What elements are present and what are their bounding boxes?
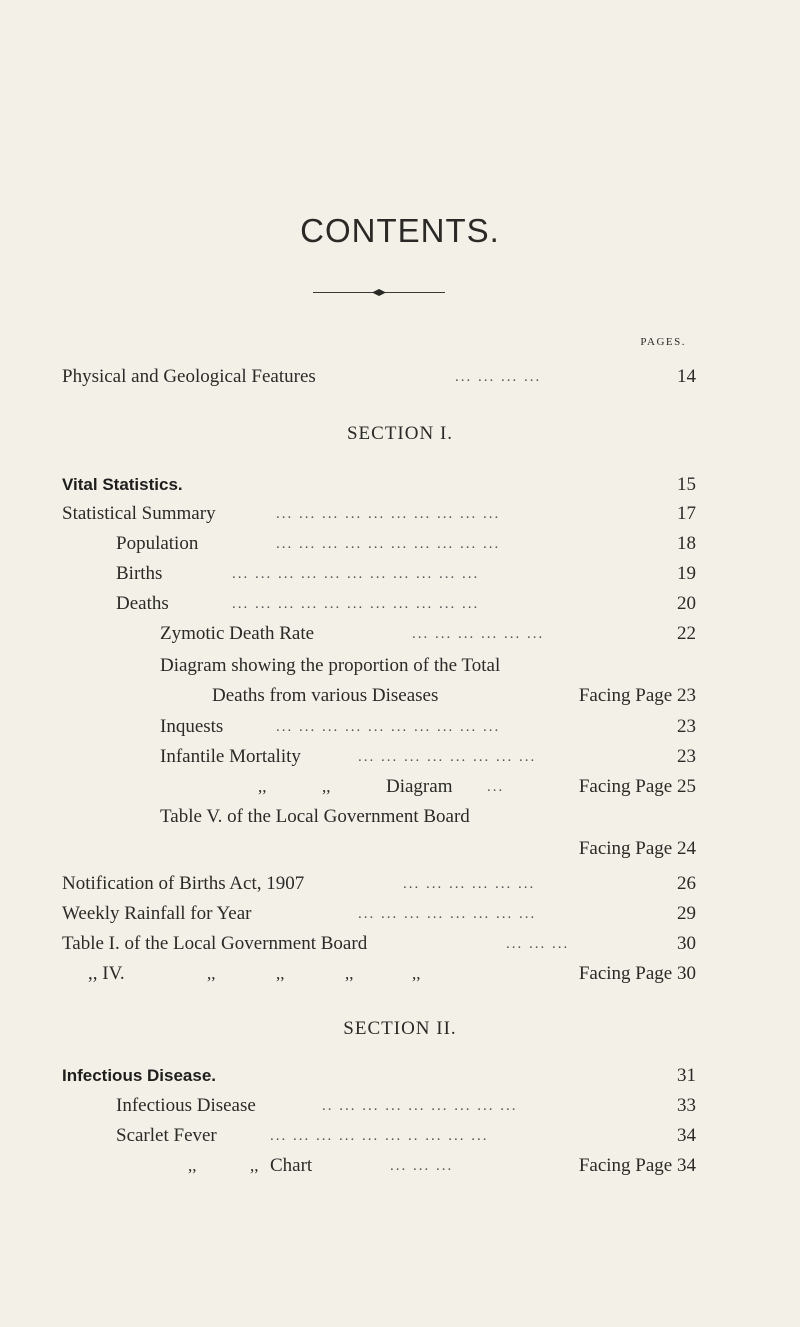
toc-entry-weekly-rainfall	[0, 899, 800, 929]
toc-entry-diagram-line-1	[0, 651, 800, 681]
toc-entry-page: 23	[677, 716, 696, 737]
leader-dots: ... ... ... ... ... ... ... ...	[358, 749, 537, 765]
toc-entry-label: Scarlet Fever	[116, 1125, 217, 1146]
toc-entry-facing-page: Facing Page 24	[578, 838, 696, 859]
toc-entry-label: Diagram	[386, 776, 453, 797]
toc-entry-label: Chart	[270, 1155, 313, 1176]
ditto-mark: ,,	[188, 1156, 197, 1175]
leader-dots: ... ... ... ... ... ...	[412, 626, 545, 642]
leader-dots: .. ... ... ... ... ... ... ... ...	[322, 1098, 518, 1114]
ditto-mark: ,,	[345, 964, 354, 983]
leader-dots: ... ... ... ... ... ...	[403, 876, 536, 892]
toc-entry-scarlet-fever-chart	[0, 1151, 800, 1181]
toc-entry-page: 33	[677, 1095, 696, 1116]
toc-entry-page: 14	[677, 366, 696, 387]
pages-column-label: PAGES.	[640, 336, 686, 348]
toc-entry-page: 15	[677, 474, 696, 495]
leader-dots: ... ... ... ... ... ... ... ... ... ...	[276, 536, 501, 552]
leader-dots: ... ... ... ...	[455, 369, 542, 385]
toc-entry-population	[0, 529, 800, 559]
toc-entry-label: Table I. of the Local Government Board	[62, 933, 368, 954]
toc-entry-table-i	[0, 929, 800, 959]
section-heading-1: SECTION I.	[346, 423, 454, 444]
toc-entry-inquests	[0, 712, 800, 742]
ditto-mark: ,,	[207, 964, 216, 983]
toc-entry-diagram-line-2	[0, 681, 800, 711]
toc-entry-page: 29	[677, 903, 696, 924]
toc-entry-label: Infectious Disease	[116, 1095, 256, 1116]
toc-entry-page: 31	[677, 1065, 696, 1086]
toc-entry-label: Vital Statistics.	[62, 475, 183, 494]
toc-entry-page: 23	[677, 746, 696, 767]
toc-entry-label: Weekly Rainfall for Year	[62, 903, 252, 924]
toc-entry-infectious-disease-heading	[0, 1061, 800, 1091]
toc-entry-page: 22	[677, 623, 696, 644]
rule-ornament-icon	[372, 289, 386, 296]
toc-entry-facing-page: Facing Page 23	[578, 685, 696, 706]
toc-entry-page: 34	[677, 1125, 696, 1146]
toc-entry-label: Table V. of the Local Government Board	[160, 806, 470, 827]
toc-entry-deaths	[0, 589, 800, 619]
toc-entry-facing-page: Facing Page 25	[578, 776, 696, 797]
leader-dots: ... ... ... ... ... ... ... ...	[358, 906, 537, 922]
toc-entry-label: Infantile Mortality	[160, 746, 301, 767]
leader-dots: ... ... ... ... ... ... .. ... ... ...	[270, 1128, 489, 1144]
toc-entry-page: 19	[677, 563, 696, 584]
toc-entry-page: 17	[677, 503, 696, 524]
leader-dots: ... ... ...	[390, 1158, 454, 1174]
toc-entry-label: Statistical Summary	[62, 503, 216, 524]
leader-dots: ... ... ...	[506, 936, 570, 952]
toc-entry-label: Deaths	[116, 593, 169, 614]
toc-entry-facing-page: Facing Page 34	[578, 1155, 696, 1176]
toc-entry-label: Infectious Disease.	[62, 1066, 217, 1085]
toc-entry-infectious-disease	[0, 1091, 800, 1121]
toc-entry-label: Physical and Geological Features	[62, 366, 316, 387]
toc-entry-infantile-diagram	[0, 772, 800, 802]
toc-entry-label: ,, IV.	[88, 963, 125, 984]
toc-entry-statistical-summary	[0, 499, 800, 529]
toc-entry-page: 26	[677, 873, 696, 894]
toc-entry-label: Births	[116, 563, 163, 584]
toc-entry-label: Diagram showing the proportion of the Total	[160, 655, 501, 676]
ditto-mark: ,,	[276, 964, 285, 983]
ditto-mark: ,,	[258, 777, 267, 796]
toc-entry-notification-births-act	[0, 869, 800, 899]
toc-entry-vital-statistics	[0, 470, 800, 500]
toc-entry-table-iv	[0, 959, 800, 989]
toc-entry-label: Notification of Births Act, 1907	[62, 873, 305, 894]
page-title: CONTENTS.	[300, 212, 500, 249]
ditto-mark: ,,	[250, 1156, 259, 1175]
toc-entry-facing-page: Facing Page 30	[578, 963, 696, 984]
toc-entry-label: Zymotic Death Rate	[160, 623, 315, 644]
leader-dots: ... ... ... ... ... ... ... ... ... ... ...	[232, 596, 480, 612]
toc-entry-label: Deaths from various Diseases	[212, 685, 439, 706]
leader-dots: ...	[487, 779, 505, 795]
leader-dots: ... ... ... ... ... ... ... ... ... ... ...	[232, 566, 480, 582]
leader-dots: ... ... ... ... ... ... ... ... ... ...	[276, 506, 501, 522]
toc-entry-label: Inquests	[160, 716, 224, 737]
toc-entry-page: 18	[677, 533, 696, 554]
toc-entry-page: 20	[677, 593, 696, 614]
toc-entry-label: Population	[116, 533, 199, 554]
toc-entry-zymotic-death-rate	[0, 619, 800, 649]
section-heading-2: SECTION II.	[343, 1018, 457, 1039]
toc-entry-physical	[0, 362, 800, 392]
toc-entry-page: 30	[677, 933, 696, 954]
toc-entry-scarlet-fever	[0, 1121, 800, 1151]
ditto-mark: ,,	[322, 777, 331, 796]
toc-entry-table-v-line-1	[0, 802, 800, 832]
toc-entry-births	[0, 559, 800, 589]
toc-entry-table-v-line-2	[0, 834, 800, 864]
ditto-mark: ,,	[412, 964, 421, 983]
toc-entry-infantile-mortality	[0, 742, 800, 772]
leader-dots: ... ... ... ... ... ... ... ... ... ...	[276, 719, 501, 735]
